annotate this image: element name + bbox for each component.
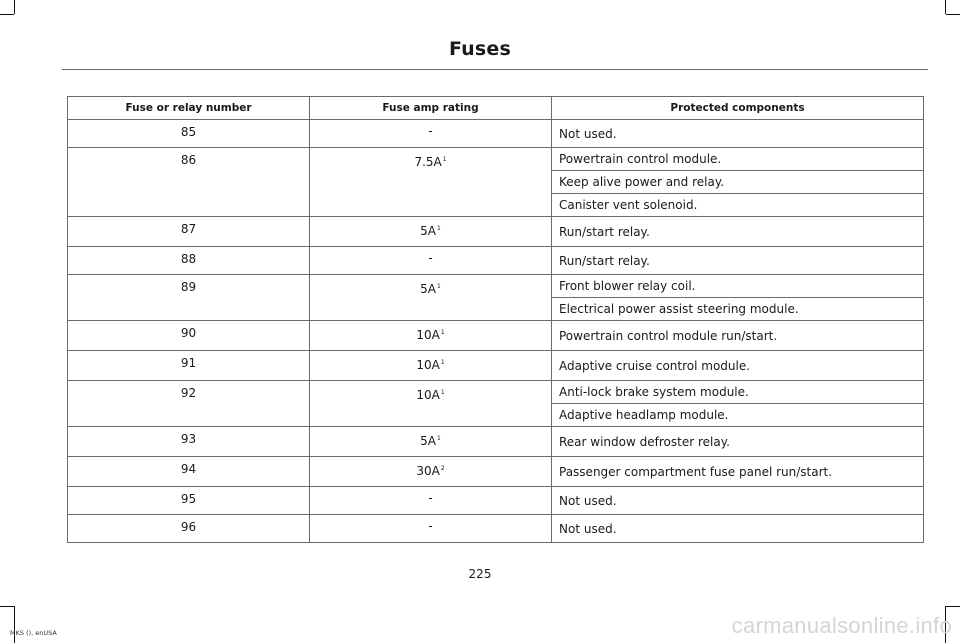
footnote-marker: 1 [437,225,441,232]
fuse-table-body [68,120,924,543]
fuse-number-cell: 86 [68,148,310,217]
footnote-marker: 1 [440,359,445,366]
amp-rating-value: - [428,519,433,533]
crop-mark [946,14,960,15]
amp-rating-cell [310,321,552,351]
amp-rating-value: - [428,124,433,138]
amp-rating-value: 5A [420,282,436,296]
protected-component-cell: Electrical power assist steering module. [552,298,924,321]
amp-rating-cell [310,515,552,543]
amp-rating-value: 5A [420,434,436,448]
protected-component-cell: Anti-lock brake system module. [552,381,924,404]
amp-rating-value: 5A [420,224,436,238]
fuse-number-cell: 94 [68,457,310,487]
amp-rating-cell [310,275,552,321]
amp-rating-cell [310,120,552,148]
protected-component-cell: Canister vent solenoid. [552,194,924,217]
footnote-marker: 1 [440,389,445,396]
fuse-number-cell: 93 [68,427,310,457]
amp-rating-cell [310,381,552,427]
footnote-marker: 2 [440,465,445,472]
amp-rating-cell [310,457,552,487]
protected-component-cell: Not used. [552,120,924,148]
fuse-number-cell: 85 [68,120,310,148]
fuse-number-cell: 95 [68,487,310,515]
edition-label: MKS (), enUSA [10,629,57,637]
amp-rating-cell [310,351,552,381]
table-row [68,351,924,381]
amp-rating-cell [310,247,552,275]
table-row [68,120,924,148]
protected-component-cell: Keep alive power and relay. [552,171,924,194]
protected-component-cell: Front blower relay coil. [552,275,924,298]
column-header-protected-components: Protected components [552,97,924,120]
fuse-number-cell: 91 [68,351,310,381]
crop-mark [14,0,15,14]
table-row [68,217,924,247]
footnote-marker: 1 [437,283,441,290]
protected-component-cell: Not used. [552,487,924,515]
column-header-fuse-number: Fuse or relay number [68,97,310,120]
fuse-table [67,96,924,543]
protected-component-cell: Passenger compartment fuse panel run/start. [552,457,924,487]
protected-component-cell: Adaptive headlamp module. [552,404,924,427]
crop-mark [14,606,15,643]
amp-rating-value: - [428,491,433,505]
column-header-amp-rating: Fuse amp rating [310,97,552,120]
fuse-number-cell: 92 [68,381,310,427]
table-row [68,275,924,298]
amp-rating-value: 30A [416,464,440,478]
amp-rating-value: 10A [416,328,440,342]
protected-component-cell: Powertrain control module. [552,148,924,171]
crop-mark [0,606,14,607]
table-row [68,515,924,543]
protected-component-cell: Adaptive cruise control module. [552,351,924,381]
page-title: Fuses [448,38,512,60]
fuse-number-cell: 96 [68,515,310,543]
page-number: 225 [468,567,492,581]
amp-rating-value: 7.5A [414,155,442,169]
title-divider [62,69,928,70]
amp-rating-value: 10A [416,358,440,372]
fuse-number-cell: 87 [68,217,310,247]
protected-component-cell: Rear window defroster relay. [552,427,924,457]
amp-rating-value: - [428,251,433,265]
amp-rating-cell [310,217,552,247]
table-row [68,427,924,457]
fuse-number-cell: 89 [68,275,310,321]
protected-component-cell: Run/start relay. [552,247,924,275]
table-row [68,148,924,171]
table-row [68,381,924,404]
table-row [68,247,924,275]
crop-mark [945,0,946,14]
amp-rating-cell [310,487,552,515]
amp-rating-value: 10A [416,388,440,402]
watermark: carmanualsonline.info [731,613,952,638]
table-row [68,457,924,487]
footnote-marker: 1 [440,329,445,336]
amp-rating-cell [310,427,552,457]
table-row [68,321,924,351]
table-row [68,487,924,515]
crop-mark [946,606,960,607]
protected-component-cell: Run/start relay. [552,217,924,247]
protected-component-cell: Not used. [552,515,924,543]
fuse-number-cell: 88 [68,247,310,275]
fuse-number-cell: 90 [68,321,310,351]
footnote-marker: 1 [437,435,441,442]
protected-component-cell: Powertrain control module run/start. [552,321,924,351]
table-header-row [68,97,924,120]
amp-rating-cell [310,148,552,217]
crop-mark [0,14,14,15]
footnote-marker: 1 [442,156,447,163]
